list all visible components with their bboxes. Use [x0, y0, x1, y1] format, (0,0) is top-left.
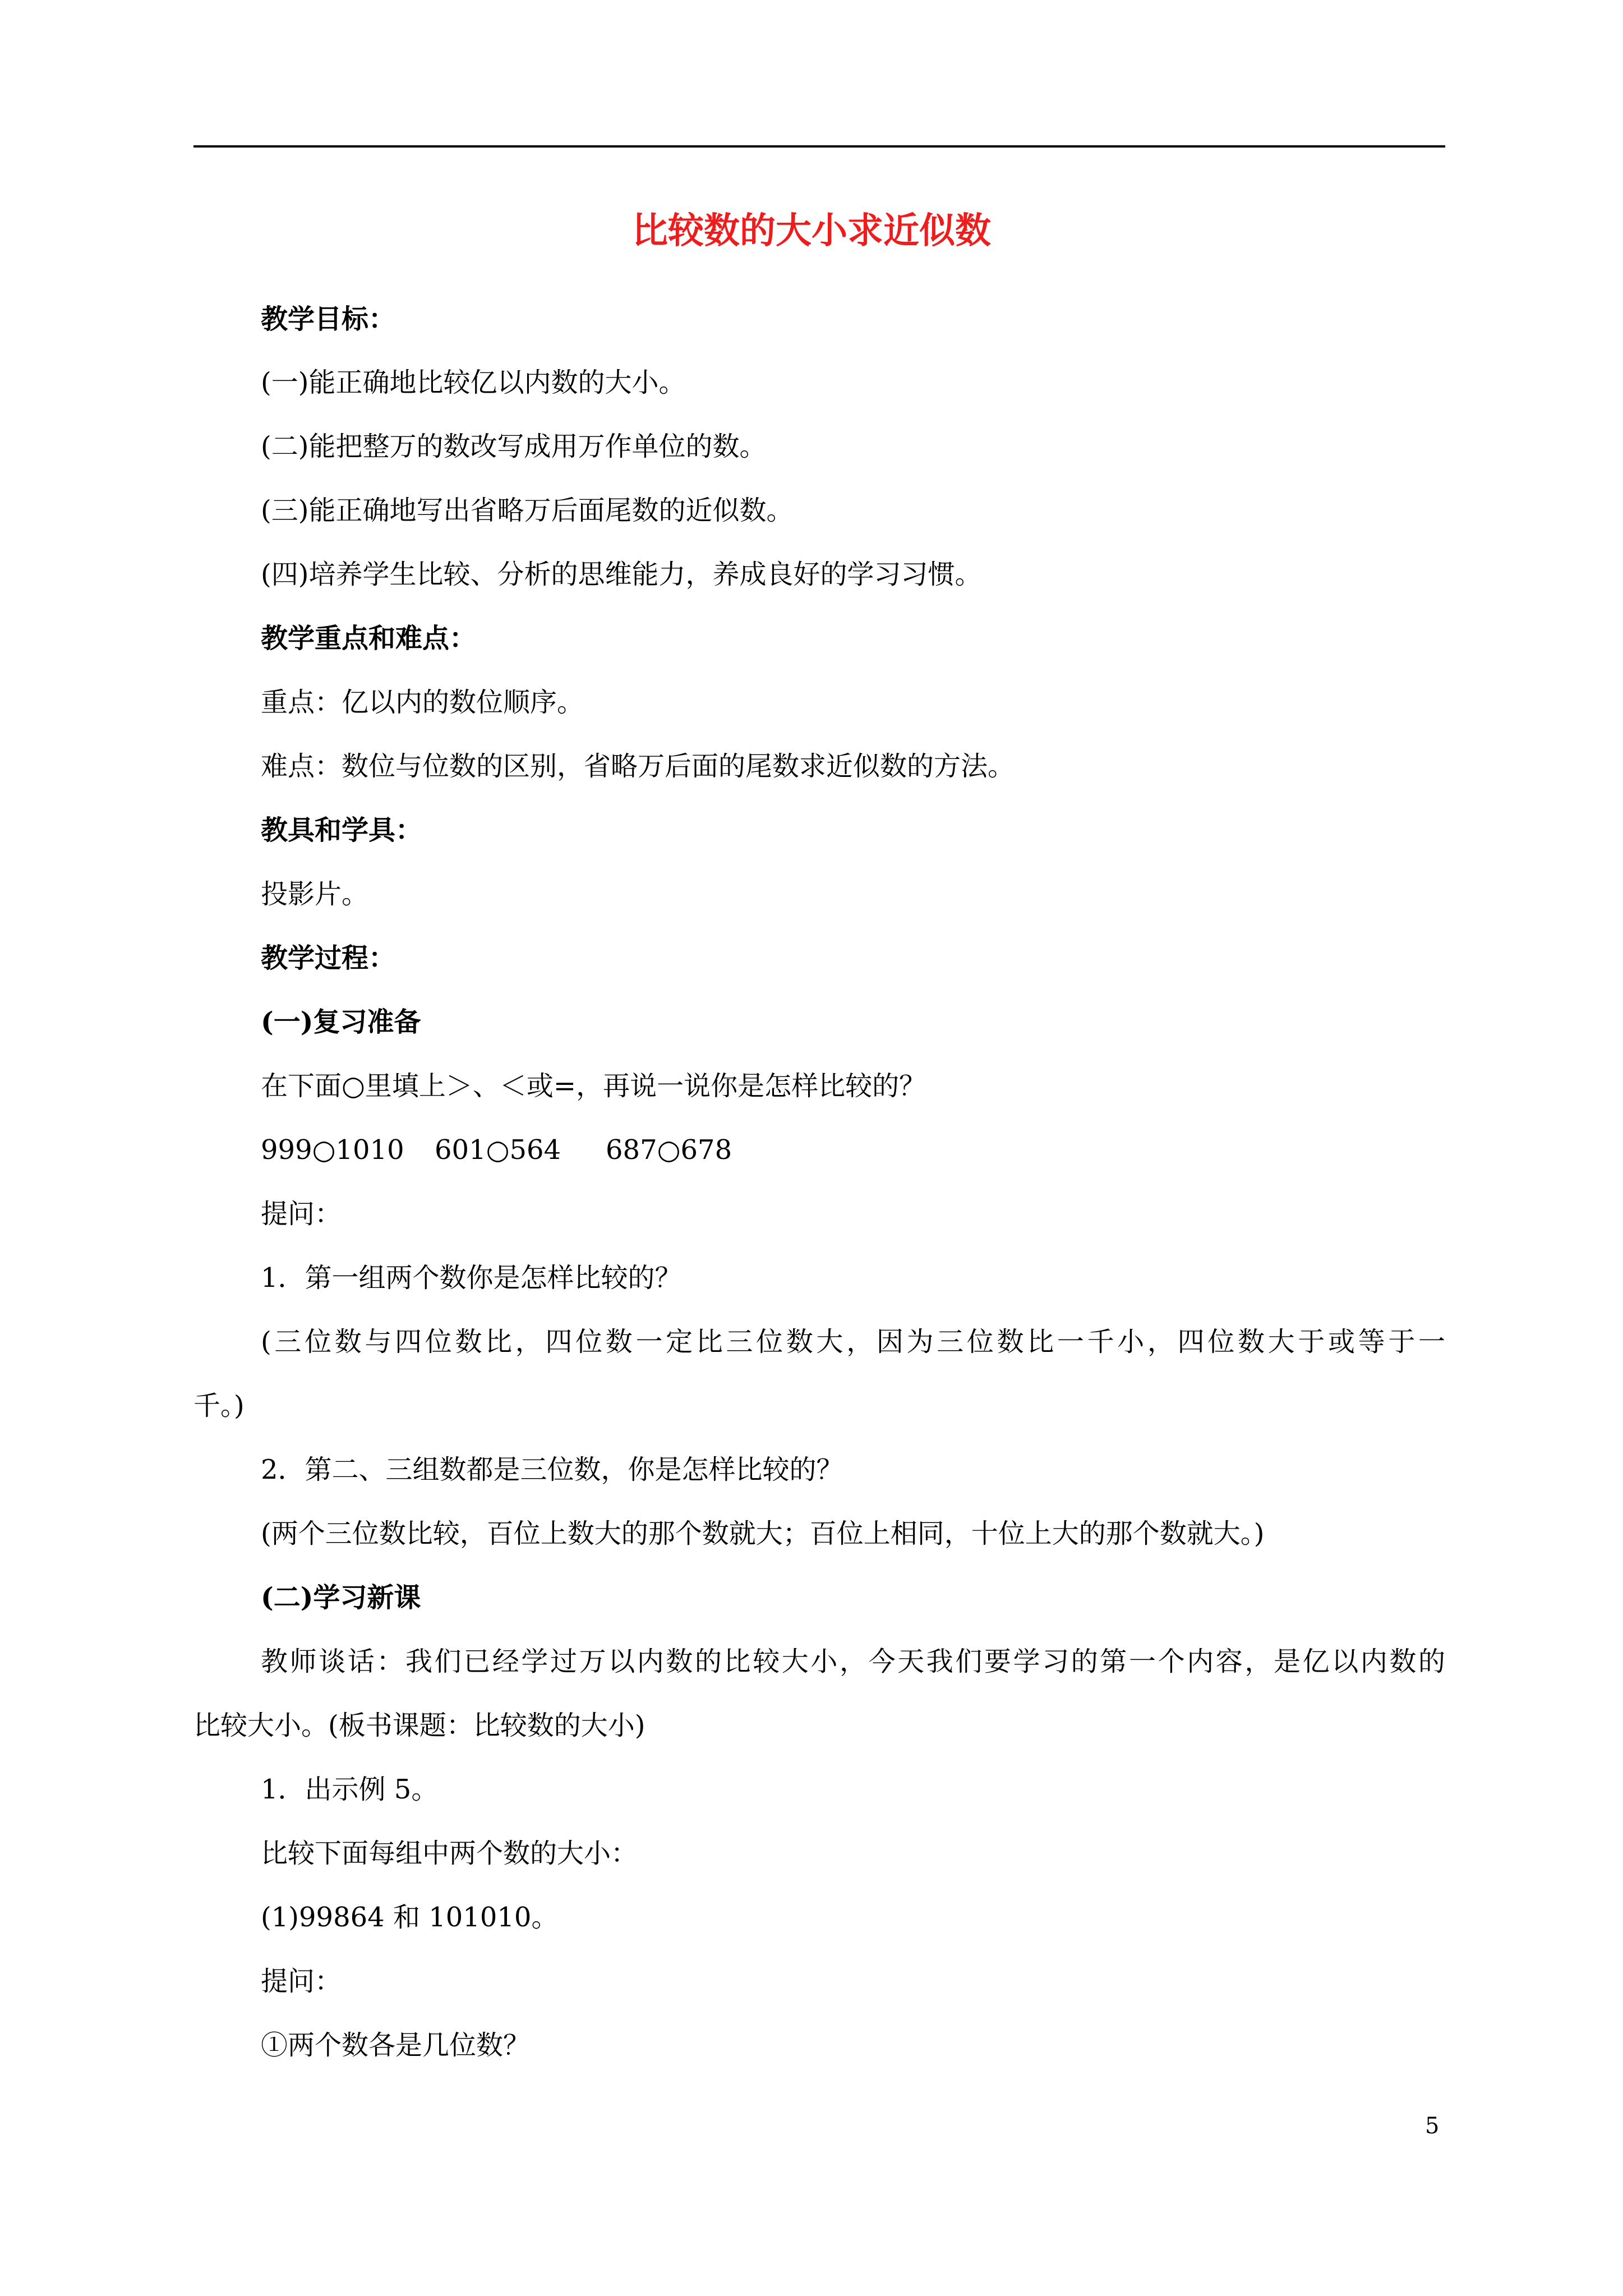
- ask-label-1: 提问：: [261, 1198, 342, 1230]
- objective-2: (二)能把整万的数改写成用万作单位的数。: [261, 431, 767, 462]
- header-rule: [193, 145, 1445, 148]
- compare-task: 比较下面每组中两个数的大小：: [261, 1838, 638, 1869]
- objective-1: (一)能正确地比较亿以内数的大小。: [261, 367, 686, 398]
- answer-2: (两个三位数比较，百位上数大的那个数就大；百位上相同，十位上大的那个数就大。): [261, 1518, 1265, 1549]
- ask-label-2: 提问：: [261, 1966, 342, 1997]
- new-lesson-heading: (二)学习新课: [261, 1582, 421, 1613]
- question-1: 1．第一组两个数你是怎样比较的？: [261, 1262, 682, 1294]
- keypoint-text: 重点：亿以内的数位顺序。: [261, 687, 584, 718]
- document-title: 比较数的大小求近似数: [632, 210, 991, 252]
- process-heading: 教学过程：: [261, 942, 396, 974]
- comparison-2: 601○564: [435, 1134, 561, 1166]
- teacher-talk-line-2: 比较大小。(板书课题：比较数的大小): [193, 1710, 645, 1741]
- keypoints-heading: 教学重点和难点：: [261, 623, 477, 654]
- answer-1-line-2: 千。): [193, 1390, 245, 1421]
- number-pair-1: (1)99864 和 101010。: [261, 1902, 559, 1933]
- answer-1-line-1: (三位数与四位数比，四位数一定比三位数大，因为三位数比一千小，四位数大于或等于一: [261, 1326, 1445, 1358]
- teacher-talk-line-1: 教师谈话：我们已经学过万以内数的比较大小，今天我们要学习的第一个内容，是亿以内数的: [261, 1646, 1445, 1677]
- comparison-row: [261, 1134, 732, 1166]
- question-2: 2．第二、三组数都是三位数，你是怎样比较的？: [261, 1454, 843, 1485]
- review-heading: (一)复习准备: [261, 1006, 421, 1038]
- example-5: 1．出示例 5。: [261, 1774, 439, 1805]
- objective-4: (四)培养学生比较、分析的思维能力，养成良好的学习习惯。: [261, 559, 982, 590]
- objectives-heading: 教学目标：: [261, 303, 396, 335]
- review-task: 在下面○里填上＞、＜或=，再说一说你是怎样比较的？: [261, 1070, 926, 1102]
- comparison-1: 999○1010: [261, 1134, 404, 1166]
- sub-question-1: ①两个数各是几位数？: [261, 2030, 531, 2061]
- tools-text: 投影片。: [261, 878, 369, 910]
- tools-heading: 教具和学具：: [261, 815, 423, 846]
- comparison-3: 687○678: [606, 1134, 732, 1166]
- objective-3: (三)能正确地写出省略万后面尾数的近似数。: [261, 495, 794, 526]
- difficulty-text: 难点：数位与位数的区别，省略万后面的尾数求近似数的方法。: [261, 751, 1015, 782]
- page-number: 5: [1425, 2113, 1440, 2139]
